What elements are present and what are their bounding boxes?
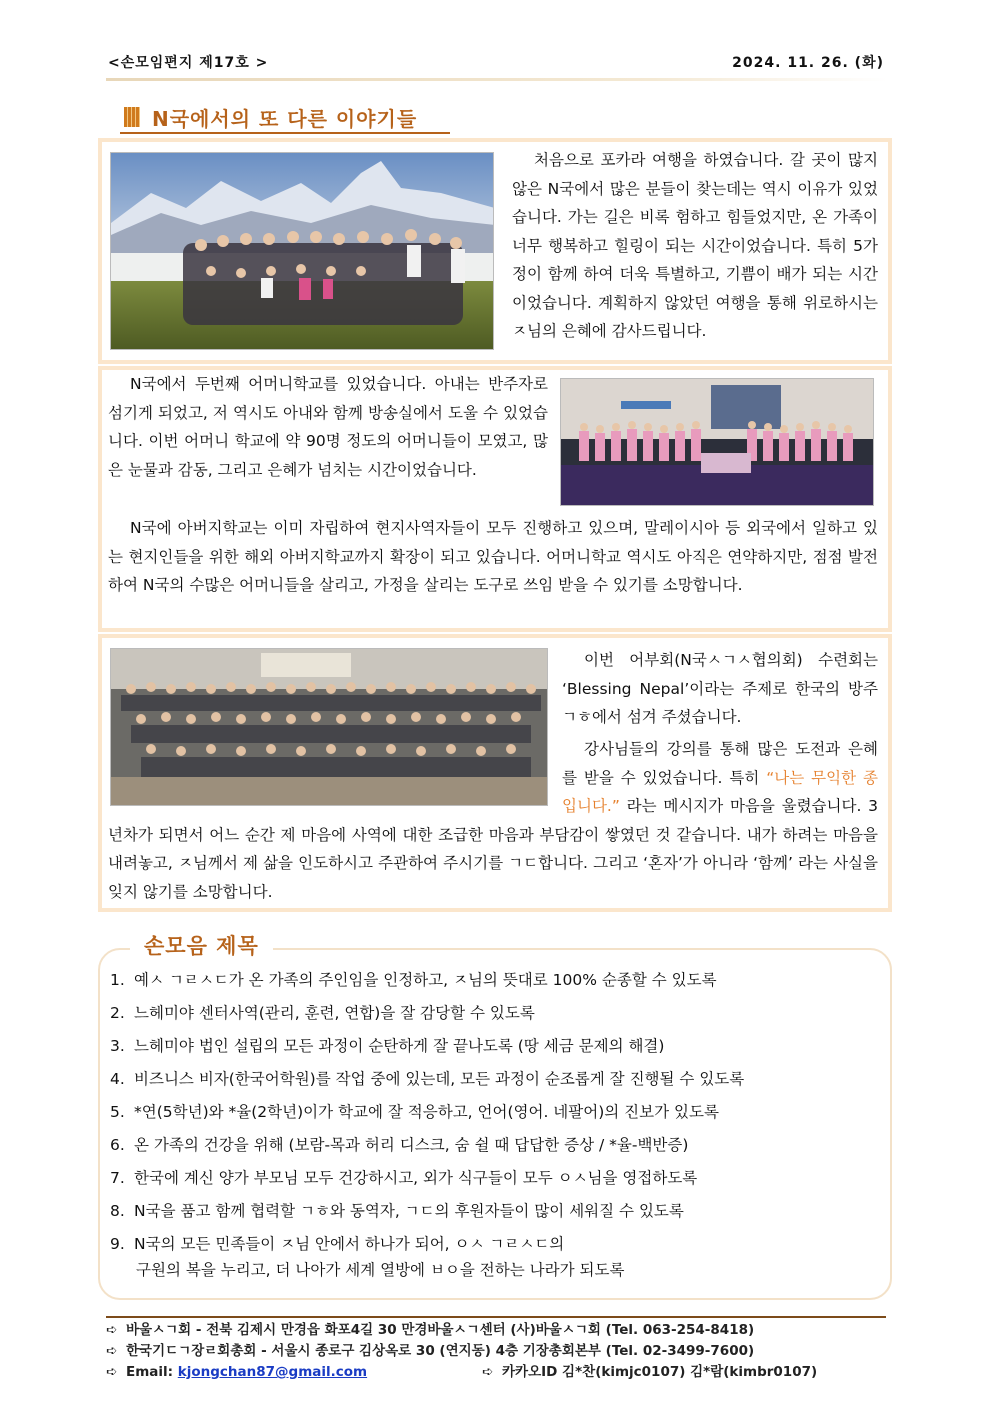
- highlight-quote: “나는 무익한 종입니다.”: [562, 768, 878, 815]
- story-fathers-school: N국에 아버지학교는 이미 자립하여 현지사역자들이 모두 진행하고 있으며, 말레이시아 등 외국에서 일하고 있는 현지인들을 위한 해외 아버지학교까지 확장이 되고 있습니다. 어머니학교 역시도 아직은 연약하지만, 점점 발전하여 N국의 수많은 어머니들을 살리고, 가정을 살리는 도구로 쓰임 받을 수 있기를 소망합니다.: [108, 519, 878, 594]
- arrow-icon: ➪: [106, 1364, 118, 1380]
- header: [108, 52, 884, 78]
- footer-paul-mission: ➪ 바울ㅅㄱ회 - 전북 김제시 만경읍 화포4길 30 만경바울ㅅㄱ센터 (사)바울ㅅㄱ회 (Tel. 063-254-8418): [106, 1320, 886, 1341]
- prayer-list: [110, 964, 880, 1283]
- prayer-title: 손모음 제목: [130, 930, 273, 960]
- list-item: 2. 느헤미야 센터사역(관리, 훈련, 연합)을 잘 감당할 수 있도록: [110, 1004, 535, 1022]
- footer-church-assembly: ➪ 한국기ㄷㄱ장ㄹ회총회 - 서울시 종로구 김상옥로 30 (연지동) 4층 기장총회본부 (Tel. 02-3499-7600): [106, 1341, 886, 1362]
- mothers-school-photo: [560, 378, 874, 506]
- list-item: 7. 한국에 계신 양가 부모님 모두 건강하시고, 외가 식구들이 모두 ㅇㅅ님을 영접하도록: [110, 1169, 698, 1187]
- story-retreat-intro: 이번 어부회(N국ㅅㄱㅅ협의회) 수련회는 ‘Blessing Nepal’이라는 주제로 한국의 방주ㄱㅎ에서 섬겨 주셨습니다.: [562, 651, 878, 726]
- email-label: Email:: [126, 1364, 178, 1380]
- list-item: 9. N국의 모든 민족들이 ㅈ님 안에서 하나가 되어, ㅇㅅ ㄱㄹㅅㄷ의 구원의 복을 누리고, 더 나아가 세계 열방에 ㅂㅇ을 전하는 나라가 되도록: [110, 1235, 625, 1279]
- section-title: N국에서의 또 다른 이야기들: [152, 106, 418, 131]
- issue-date: 2024. 11. 26. (화): [732, 55, 884, 71]
- email-link[interactable]: kjongchan87@gmail.com: [177, 1364, 368, 1380]
- heading-bar-icon: [124, 107, 140, 127]
- header-divider: [106, 78, 888, 81]
- list-item: 4. 비즈니스 비자(한국어학원)를 작업 중에 있는데, 모든 과정이 순조롭게 잘 진행될 수 있도록: [110, 1070, 745, 1088]
- kakao-id: ➪ 카카오ID 김*찬(kimjc0107) 김*람(kimbr0107): [482, 1362, 817, 1383]
- story-pokhara-trip: 처음으로 포카라 여행을 하였습니다. 갈 곳이 많지 않은 N국에서 많은 분들이 찾는데는 역시 이유가 있었습니다. 가는 길은 비록 험하고 힘들었지만, 온 가족이 너무 행복하고 힐링이 되는 시간이었습니다. 특히 5가정이 함께 하여 더욱 특별하고, 기쁨이 배가 되는 시간이었습니다. 계획하지 않았던 여행을 통해 위로하시는 ㅈ님의 은혜에 감사드립니다.: [512, 151, 878, 340]
- section-heading: [124, 103, 417, 131]
- arrow-icon: ➪: [106, 1322, 118, 1338]
- list-item: 8. N국을 품고 함께 협력할 ㄱㅎ와 동역자, ㄱㄷ의 후원자들이 많이 세워질 수 있도록: [110, 1202, 684, 1220]
- list-item: 6. 온 가족의 건강을 위해 (보람-목과 허리 디스크, 숨 쉴 때 답답한 증상 / *율-백반증): [110, 1136, 689, 1154]
- footer: [106, 1316, 886, 1383]
- message-text-after: 라는 메시지가 마음을 울렸습니다. 3년차가 되면서 어느 순간 제 마음에 사역에 대한 조급한 마음과 부담감이 쌓였던 것 같습니다. 내가 하려는 마음을 내려놓고, ㅈ님께서 제 삶을 인도하시고 주관하여 주시기를 ㄱㄷ합니다. 그리고 ‘혼자’가 아니라 ‘함께’ 라는 사실을 잊지 않기를 소망합니다.: [108, 797, 878, 901]
- list-item: 5. *연(5학년)와 *율(2학년)이가 학교에 잘 적응하고, 언어(영어. 네팔어)의 진보가 있도록: [110, 1103, 719, 1121]
- footer-contact: [106, 1362, 886, 1383]
- list-item: 1. 예ㅅ ㄱㄹㅅㄷ가 온 가족의 주인임을 인정하고, ㅈ님의 뜻대로 100% 순종할 수 있도록: [110, 971, 717, 989]
- arrow-icon: ➪: [482, 1364, 494, 1380]
- story-mothers-school: N국에서 두번째 어머니학교를 있었습니다. 아내는 반주자로 섬기게 되었고, 저 역시도 아내와 함께 방송실에서 도울 수 있었습니다. 이번 어머니 학교에 약 90명 정도의 어머니들이 모였고, 많은 눈물과 감동, 그리고 은혜가 넘치는 시간이었습니다.: [108, 375, 548, 479]
- newsletter-issue: <손모임편지 제17호 >: [108, 55, 269, 71]
- story-retreat-message: [108, 735, 878, 906]
- arrow-icon: ➪: [106, 1343, 118, 1359]
- list-item: 3. 느헤미야 법인 설립의 모든 과정이 순탄하게 잘 끝나도록 (땅 세금 문제의 해결): [110, 1037, 665, 1055]
- message-text-before: 강사님들의 강의를 통해 많은 도전과 은혜를 받을 수 있었습니다. 특히: [562, 740, 878, 787]
- pokhara-family-photo: [110, 152, 494, 350]
- photo-spacer: [108, 735, 562, 820]
- section-title-underline: [120, 132, 450, 134]
